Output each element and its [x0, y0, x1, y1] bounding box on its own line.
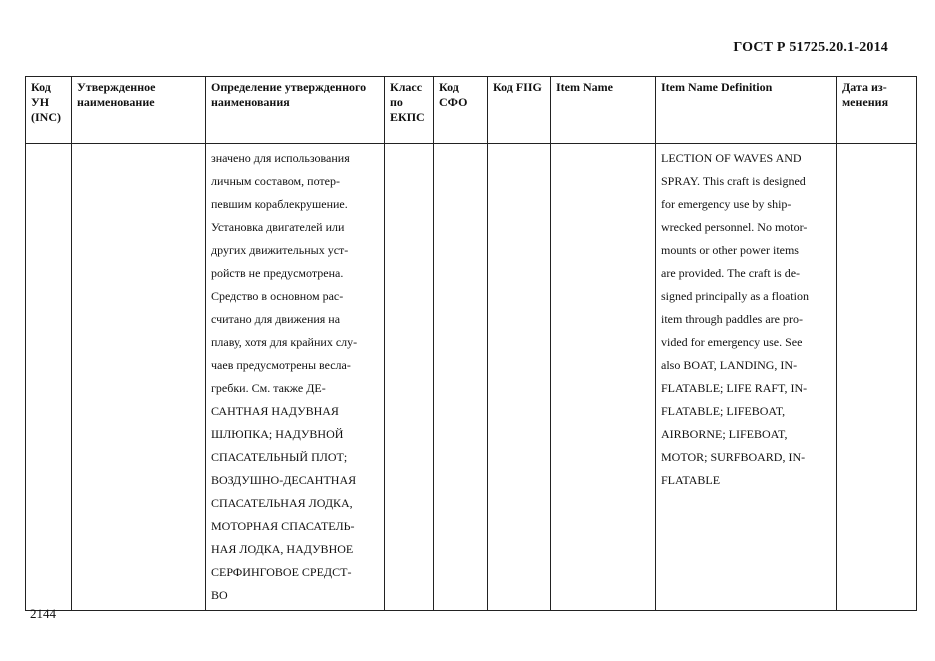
- cell-sfo-code: [434, 144, 488, 611]
- page-number: 2144: [30, 606, 56, 621]
- column-header-sfo-code: Код СФО: [434, 77, 488, 144]
- definition-ru-line: САНТНАЯ НАДУВНАЯ: [211, 404, 339, 418]
- definition-ru-line: СПАСАТЕЛЬНЫЙ ПЛОТ;: [211, 450, 348, 464]
- cell-ekps-class: [385, 144, 434, 611]
- definition-en-line: for emergency use by ship-: [661, 197, 792, 211]
- cell-definition-en: [656, 144, 837, 611]
- document-code: ГОСТ Р 51725.20.1-2014: [733, 40, 888, 55]
- definition-ru-line: Средство в основном рас-: [211, 289, 344, 303]
- definition-ru-line: СПАСАТЕЛЬНАЯ ЛОДКА,: [211, 496, 353, 510]
- definition-ru-line: ройств не предусмотрена.: [211, 266, 344, 280]
- definition-en-line: are provided. The craft is de-: [661, 266, 801, 280]
- column-header-inc: Код УН (INC): [26, 77, 72, 144]
- table-row: [26, 144, 917, 611]
- cell-fiig-code: [488, 144, 551, 611]
- cell-definition-ru: [206, 144, 385, 611]
- definition-ru-line: ШЛЮПКА; НАДУВНОЙ: [211, 427, 344, 441]
- definition-en-line: FLATABLE; LIFEBOAT,: [661, 404, 786, 418]
- column-header-item-name-definition: Item Name Definition: [656, 77, 837, 144]
- definition-en-line: signed principally as a floation: [661, 289, 809, 303]
- definition-ru-line: ВО: [211, 588, 228, 602]
- column-header-definition: Определение утвержденного наименования: [206, 77, 385, 144]
- definition-en-line: AIRBORNE; LIFEBOAT,: [661, 427, 788, 441]
- definition-en-line: item through paddles are pro-: [661, 312, 803, 326]
- definition-ru-line: Установка двигателей или: [211, 220, 345, 234]
- table-header-row: [26, 77, 917, 144]
- definition-en-line: MOTOR; SURFBOARD, IN-: [661, 450, 806, 464]
- cell-item-name: [551, 144, 656, 611]
- column-header-ekps-class: Класс по ЕКПС: [385, 77, 434, 144]
- definition-ru-line: плаву, хотя для крайних слу-: [211, 335, 358, 349]
- definition-en-line: vided for emergency use. See: [661, 335, 803, 349]
- definition-en-line: wrecked personnel. No motor-: [661, 220, 808, 234]
- definition-ru-line: МОТОРНАЯ СПАСАТЕЛЬ-: [211, 519, 355, 533]
- definition-ru-line: гребки. См. также ДЕ-: [211, 381, 326, 395]
- cell-approved-name: [72, 144, 206, 611]
- definition-en-line: LECTION OF WAVES AND: [661, 151, 802, 165]
- definition-ru-line: личным составом, потер-: [211, 174, 340, 188]
- definition-ru-line: НАЯ ЛОДКА, НАДУВНОЕ: [211, 542, 354, 556]
- definition-en-line: also BOAT, LANDING, IN-: [661, 358, 798, 372]
- column-header-fiig-code: Код FIIG: [488, 77, 551, 144]
- nomenclature-table: [25, 76, 917, 611]
- column-header-approved-name: Утвержденное наименование: [72, 77, 206, 144]
- definition-ru-line: других движительных уст-: [211, 243, 349, 257]
- definition-en-line: SPRAY. This craft is designed: [661, 174, 806, 188]
- cell-change-date: [837, 144, 917, 611]
- definition-ru-line: певшим кораблекрушение.: [211, 197, 348, 211]
- definition-ru-line: ВОЗДУШНО-ДЕСАНТНАЯ: [211, 473, 357, 487]
- column-header-change-date: Дата из-менения: [837, 77, 917, 144]
- definition-en-line: FLATABLE; LIFE RAFT, IN-: [661, 381, 808, 395]
- column-header-item-name: Item Name: [551, 77, 656, 144]
- cell-inc: [26, 144, 72, 611]
- definition-ru-line: считано для движения на: [211, 312, 341, 326]
- definition-en-line: FLATABLE: [661, 473, 721, 487]
- definition-ru-line: значено для использования: [211, 151, 350, 165]
- definition-ru-line: СЕРФИНГОВОЕ СРЕДСТ-: [211, 565, 352, 579]
- definition-ru-line: чаев предусмотрены весла-: [211, 358, 351, 372]
- definition-en-line: mounts or other power items: [661, 243, 799, 257]
